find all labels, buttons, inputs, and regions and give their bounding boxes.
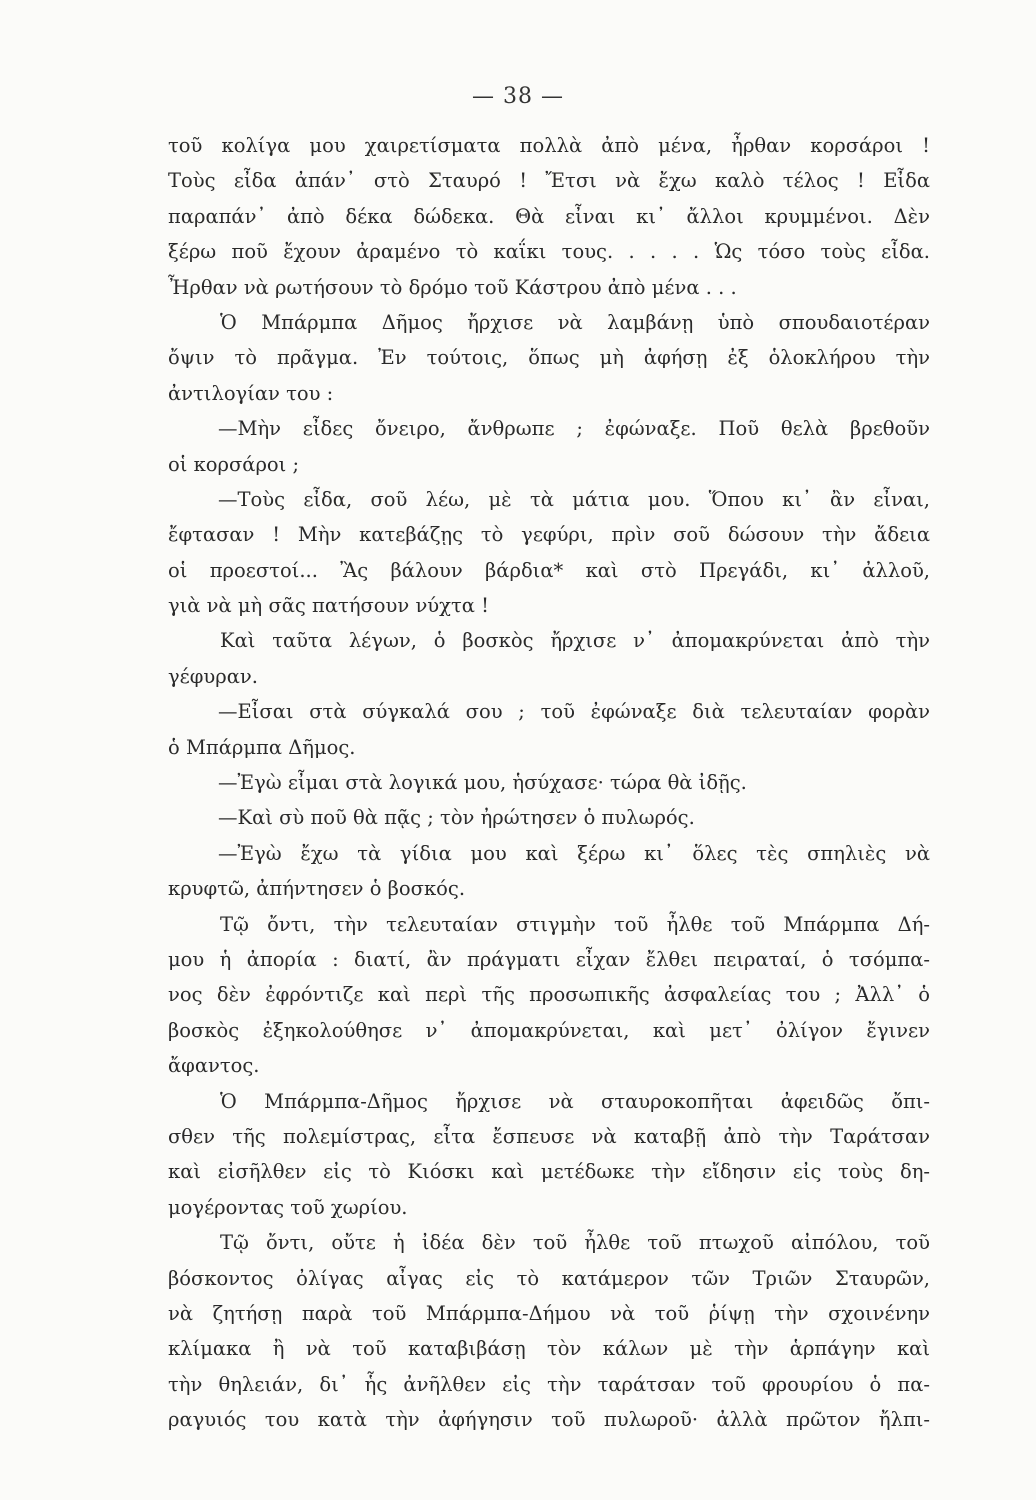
text-line: σθεν τῆς πολεμίστρας, εἶτα ἔσπευσε νὰ καταβῇ ἀπὸ τὴν Ταράτσαν xyxy=(168,1124,930,1148)
text-line: Ὁ Μπάρμπα Δῆμος ἤρχισε νὰ λαμβάνῃ ὑπὸ σπουδαιοτέραν xyxy=(220,310,930,334)
text-line: ὄψιν τὸ πρᾶγμα. Ἐν τούτοις, ὅπως μὴ ἀφήσῃ ἐξ ὁλοκλήρου τὴν xyxy=(168,346,930,370)
text-line: ραγυιός του κατὰ τὴν ἀφήγησιν τοῦ πυλωροῦ· ἀλλὰ πρῶτον ἤλπι- xyxy=(168,1408,930,1432)
text-line: τοῦ κολίγα μου χαιρετίσματα πολλὰ ἀπὸ μένα, ἦρθαν κορσάροι ! xyxy=(168,134,930,157)
text-line: κλίμακα ἢ νὰ τοῦ καταβιβάσῃ τὸν κάλων μὲ τὴν ἁρπάγην καὶ xyxy=(168,1337,930,1361)
text-line: γιὰ νὰ μὴ σᾶς πατήσουν νύχτα ! xyxy=(168,594,489,618)
text-line: τὴν θηλειάν, δι᾿ ἧς ἀνῆλθεν εἰς τὴν ταράτσαν τοῦ φρουρίου ὁ πα- xyxy=(168,1372,930,1396)
text-line: Ἦρθαν νὰ ρωτήσουν τὸ δρόμο τοῦ Κάστρου ἀπὸ μένα . . . xyxy=(168,275,737,299)
text-line: ξέρω ποῦ ἔχουν ἀραμένο τὸ καΐκι τους. . . . . Ὡς τόσο τοὺς εἶδα. xyxy=(168,240,930,264)
page-number: — 38 — xyxy=(472,84,564,109)
text-line: βόσκοντος ὀλίγας αἶγας εἰς τὸ κατάμερον τῶν Τριῶν Σταυρῶν, xyxy=(168,1266,930,1290)
text-line: ὁ Μπάρμπα Δῆμος. xyxy=(168,735,356,759)
text-line: μογέροντας τοῦ χωρίου. xyxy=(168,1195,408,1219)
text-line: —Ἐγὼ εἶμαι στὰ λογικά μου, ἡσύχασε· τώρα θὰ ἰδῇς. xyxy=(218,771,747,795)
text-line: ἀντιλογίαν του : xyxy=(168,381,334,405)
text-line: ἄφαντος. xyxy=(168,1054,260,1078)
text-line: Ὁ Μπάρμπα-Δῆμος ἤρχισε νὰ σταυροκοπῆται ἀφειδῶς ὄπι- xyxy=(220,1089,930,1113)
text-line: Τῷ ὄντι, τὴν τελευταίαν στιγμὴν τοῦ ἦλθε τοῦ Μπάρμπα Δή- xyxy=(220,912,930,936)
text-line: οἱ κορσάροι ; xyxy=(168,452,300,476)
body-text xyxy=(168,128,930,1437)
text-line: καὶ εἰσῆλθεν εἰς τὸ Κιόσκι καὶ μετέδωκε τὴν εἴδησιν εἰς τοὺς δη- xyxy=(168,1160,930,1184)
text-line: βοσκὸς ἐξηκολούθησε ν᾿ ἀπομακρύνεται, καὶ μετ᾿ ὀλίγον ἔγινεν xyxy=(168,1018,930,1042)
text-line: Τοὺς εἶδα ἀπάν᾿ στὸ Σταυρό ! Ἔτσι νὰ ἔχω καλὸ τέλος ! Εἶδα xyxy=(168,169,930,193)
text-line: νος δὲν ἐφρόντιζε καὶ περὶ τῆς προσωπικῆς ἀσφαλείας του ; Ἀλλ᾿ ὁ xyxy=(168,983,930,1007)
text-line: —Ἐγὼ ἔχω τὰ γίδια μου καὶ ξέρω κι᾿ ὅλες τὲς σπηλιὲς νὰ xyxy=(218,841,930,865)
text-line: κρυφτῶ, ἀπήντησεν ὁ βοσκός. xyxy=(168,877,466,901)
text-line: Καὶ ταῦτα λέγων, ὁ βοσκὸς ἤρχισε ν᾿ ἀπομακρύνεται ἀπὸ τὴν xyxy=(220,629,930,653)
text-line: —Εἶσαι στὰ σύγκαλά σου ; τοῦ ἐφώναξε διὰ τελευταίαν φορὰν xyxy=(218,700,930,724)
text-line: γέφυραν. xyxy=(168,664,258,688)
text-line: —Τοὺς εἶδα, σοῦ λέω, μὲ τὰ μάτια μου. Ὅπου κι᾿ ἂν εἶναι, xyxy=(218,487,930,511)
text-line: —Μὴν εἶδες ὄνειρο, ἄνθρωπε ; ἐφώναξε. Ποῦ θελὰ βρεθοῦν xyxy=(218,417,930,441)
text-line: νὰ ζητήσῃ παρὰ τοῦ Μπάρμπα-Δήμου νὰ τοῦ ῥίψῃ τὴν σχοινένην xyxy=(168,1301,930,1325)
text-line: μου ἡ ἀπορία : διατί, ἂν πράγματι εἶχαν ἔλθει πειραταί, ὁ τσόμπα- xyxy=(168,947,930,971)
text-line: Τῷ ὄντι, οὔτε ἡ ἰδέα δὲν τοῦ ἦλθε τοῦ πτωχοῦ αἰπόλου, τοῦ xyxy=(220,1231,930,1255)
text-line: οἱ προεστοί... Ἂς βάλουν βάρδια* καὶ στὸ Πρεγάδι, κι᾿ ἀλλοῦ, xyxy=(168,558,930,582)
text-line: —Καὶ σὺ ποῦ θὰ πᾷς ; τὸν ἠρώτησεν ὁ πυλωρός. xyxy=(218,806,695,830)
text-line: ἔφτασαν ! Μὴν κατεβάζῃς τὸ γεφύρι, πρὶν σοῦ δώσουν τὴν ἄδεια xyxy=(168,523,930,547)
text-line: παραπάν᾿ ἀπὸ δέκα δώδεκα. Θὰ εἶναι κι᾿ ἄλλοι κρυμμένοι. Δὲν xyxy=(168,204,930,228)
